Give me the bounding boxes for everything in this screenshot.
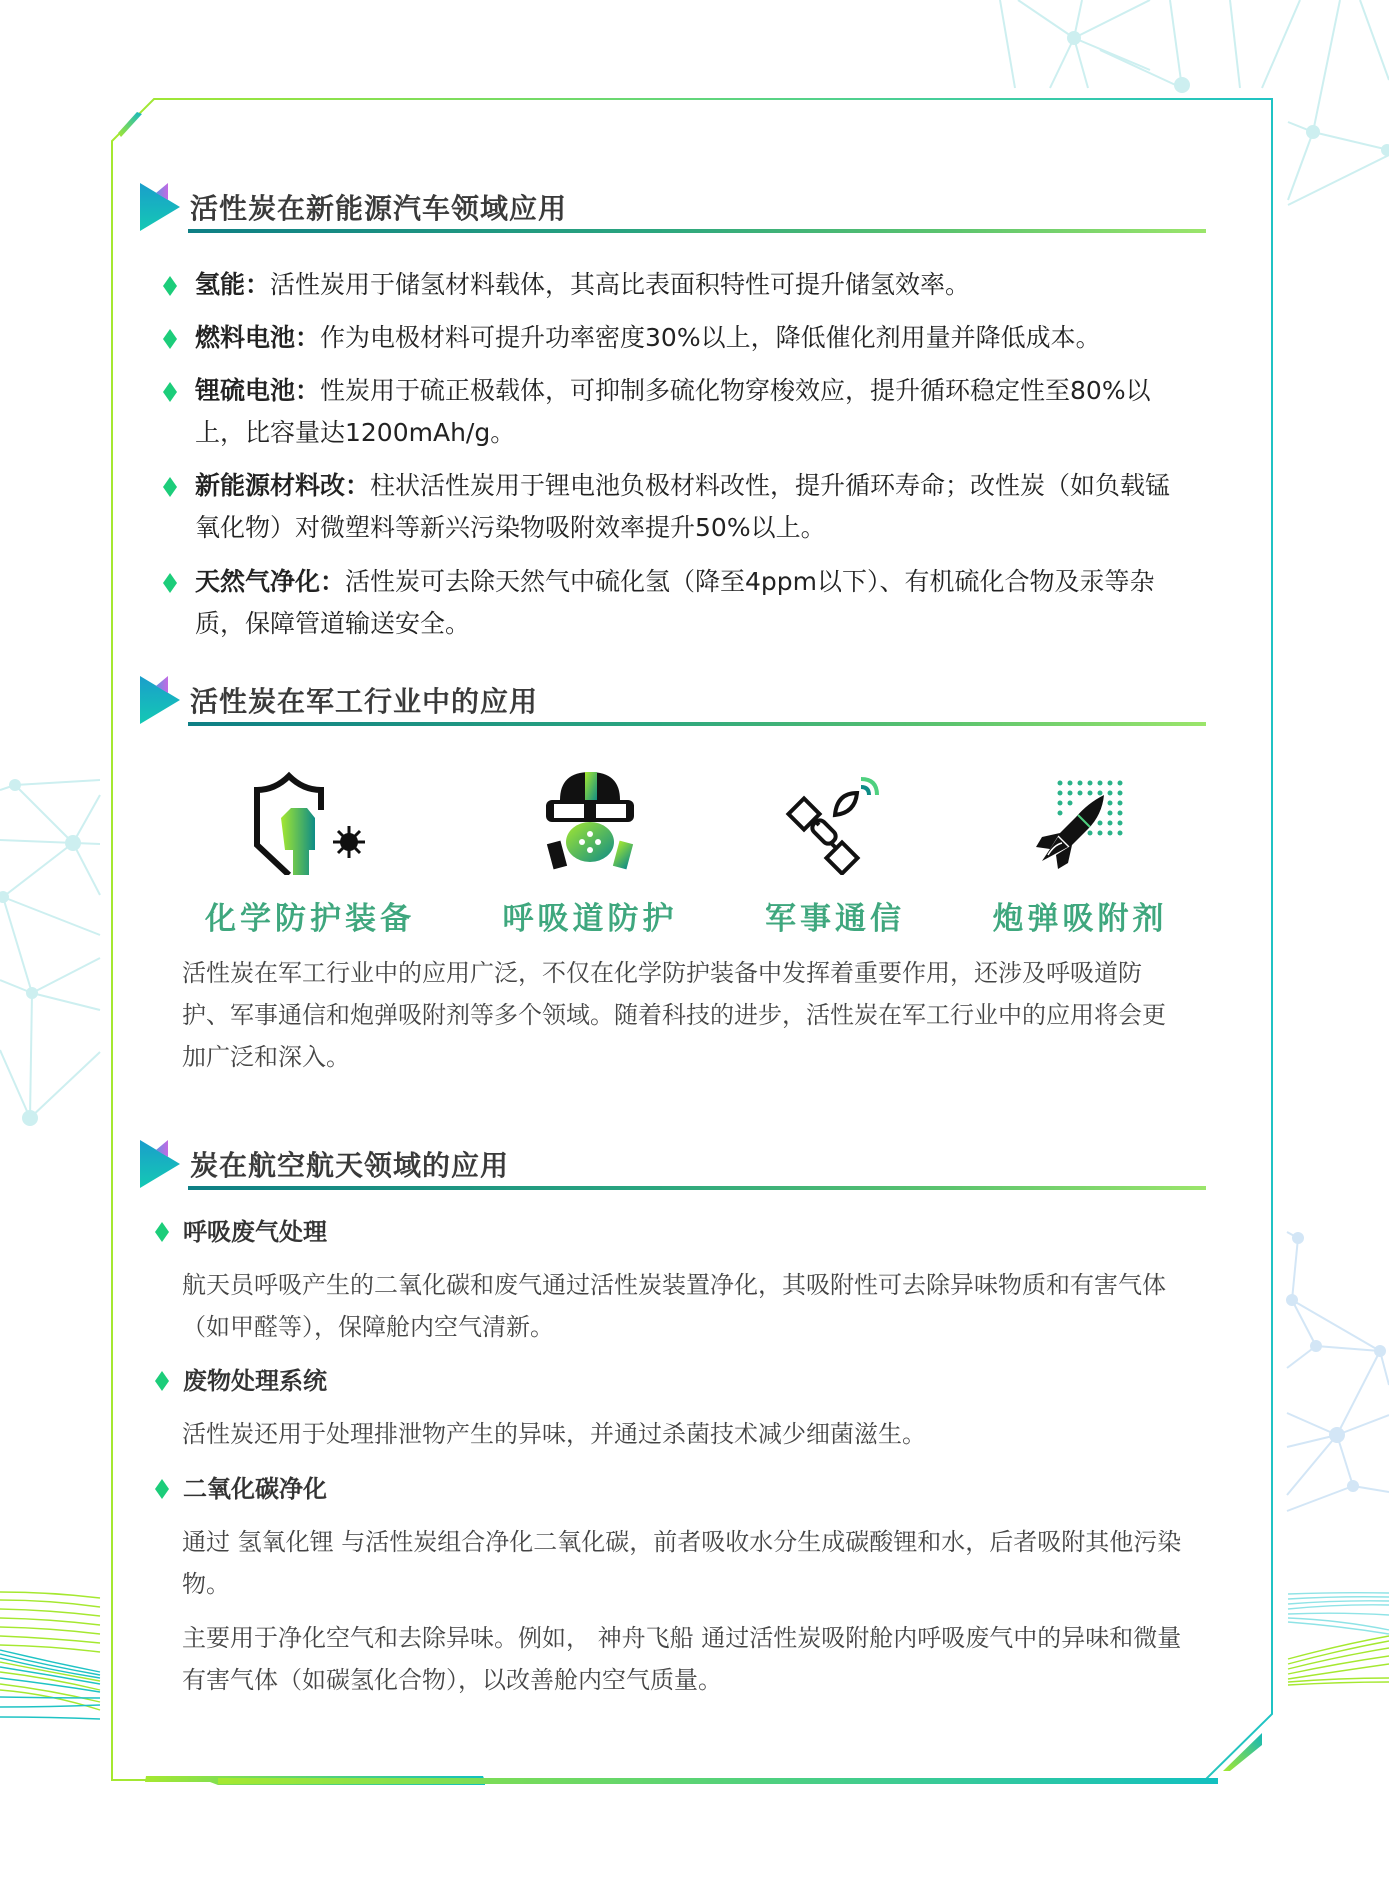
shield-suit-virus-icon bbox=[245, 770, 375, 875]
diamond-bullet-icon bbox=[163, 276, 177, 296]
icon-card-respiratory-protection bbox=[470, 760, 710, 938]
play-triangle-icon bbox=[140, 183, 180, 231]
section-title: 活性炭在军工行业中的应用 bbox=[190, 685, 539, 718]
subheading-text: 呼吸废气处理 bbox=[183, 1218, 327, 1246]
corner-accent-top-left bbox=[118, 112, 142, 137]
bullet-li-s-battery bbox=[163, 370, 1193, 454]
icon-label: 炮弹吸附剂 bbox=[992, 901, 1168, 937]
icon-card-shell-adsorbent bbox=[960, 760, 1200, 938]
bullet-material-modification bbox=[163, 465, 1193, 549]
network-pattern-right bbox=[1287, 1232, 1389, 1511]
bullet-label: 新能源材料改： bbox=[195, 471, 371, 500]
section-header-new-energy bbox=[140, 183, 1210, 233]
diamond-bullet-icon bbox=[163, 477, 177, 497]
co2-purification-paragraph-2: 主要用于净化空气和去除异味。例如， 神舟飞船 通过活性炭吸附舱内呼吸废气中的异味和微量有害气体（如碳氢化合物），以改善舱内空气质量。 bbox=[182, 1624, 1182, 1694]
icon-label: 呼吸道防护 bbox=[502, 901, 678, 937]
play-triangle-icon bbox=[140, 1140, 180, 1188]
subheading-waste-system bbox=[155, 1363, 327, 1399]
diamond-bullet-icon bbox=[163, 382, 177, 402]
play-triangle-icon bbox=[140, 676, 180, 724]
subheading-exhaust-treatment bbox=[155, 1214, 327, 1250]
bullet-text: 活性炭可去除天然气中硫化氢（降至4ppm以下）、有机硫化合物及汞等杂质，保障管道输送安全。 bbox=[195, 567, 1155, 638]
gas-mask-icon bbox=[540, 770, 640, 875]
section-underline bbox=[188, 722, 1206, 726]
diamond-bullet-icon bbox=[155, 1222, 169, 1242]
bullet-text: 性炭用于硫正极载体，可抑制多硫化物穿梭效应，提升循环稳定性至80%以上，比容量达1200mAh/g。 bbox=[195, 376, 1151, 447]
bullet-text: 柱状活性炭用于锂电池负极材料改性，提升循环寿命；改性炭（如负载锰氧化物）对微塑料等新兴污染物吸附效率提升50%以上。 bbox=[195, 471, 1171, 542]
section-header-military bbox=[140, 676, 1210, 726]
exhaust-treatment-paragraph: 航天员呼吸产生的二氧化碳和废气通过活性炭装置净化，其吸附性可去除异味物质和有害气体（如甲醛等），保障舱内空气清新。 bbox=[182, 1271, 1166, 1341]
wave-lines-bottom-right bbox=[1288, 1593, 1389, 1685]
icon-card-chemical-protection bbox=[190, 760, 430, 938]
section-underline bbox=[188, 1186, 1206, 1190]
bullet-text: 作为电极材料可提升功率密度30%以上，降低催化剂用量并降低成本。 bbox=[320, 323, 1101, 352]
section-title: 炭在航空航天领域的应用 bbox=[190, 1149, 510, 1182]
icon-label: 化学防护装备 bbox=[205, 901, 415, 937]
bullet-natural-gas bbox=[163, 561, 1193, 645]
waste-system-paragraph: 活性炭还用于处理排泄物产生的异味，并通过杀菌技术减少细菌滋生。 bbox=[182, 1420, 926, 1448]
bullet-hydrogen bbox=[163, 264, 1193, 306]
missile-icon bbox=[1030, 775, 1130, 875]
bullet-label: 燃料电池： bbox=[195, 323, 321, 352]
bullet-text: 活性炭用于储氢材料载体，其高比表面积特性可提升储氢效率。 bbox=[270, 270, 971, 299]
diamond-bullet-icon bbox=[163, 329, 177, 349]
network-pattern-top-right bbox=[1000, 0, 1389, 205]
bullet-label: 天然气净化： bbox=[195, 567, 346, 596]
subheading-text: 二氧化碳净化 bbox=[183, 1475, 327, 1503]
icon-label: 军事通信 bbox=[765, 901, 905, 937]
bullet-label: 氢能： bbox=[195, 270, 271, 299]
bullet-label: 锂硫电池： bbox=[195, 376, 321, 405]
network-pattern-left bbox=[0, 780, 100, 1125]
co2-purification-paragraph-1: 通过 氢氧化锂 与活性炭组合净化二氧化碳，前者吸收水分生成碳酸锂和水，后者吸附其他污染物。 bbox=[182, 1528, 1182, 1598]
diamond-bullet-icon bbox=[155, 1479, 169, 1499]
subheading-text: 废物处理系统 bbox=[183, 1367, 327, 1395]
satellite-icon bbox=[785, 775, 885, 875]
diamond-bullet-icon bbox=[155, 1371, 169, 1391]
section-underline bbox=[188, 229, 1206, 233]
section-title: 活性炭在新能源汽车领域应用 bbox=[190, 192, 568, 225]
diamond-bullet-icon bbox=[163, 573, 177, 593]
icon-card-military-communication bbox=[715, 760, 955, 938]
section-header-aerospace bbox=[140, 1140, 1210, 1190]
military-paragraph: 活性炭在军工行业中的应用广泛，不仅在化学防护装备中发挥着重要作用，还涉及呼吸道防护、军事通信和炮弹吸附剂等多个领域。随着科技的进步，活性炭在军工行业中的应用将会更加广泛和深入。 bbox=[182, 959, 1166, 1071]
subheading-co2-purification bbox=[155, 1471, 327, 1507]
wave-lines-bottom-left bbox=[0, 1592, 100, 1719]
corner-accent-bottom-right bbox=[1223, 1733, 1262, 1771]
bullet-fuel-cell bbox=[163, 317, 1193, 359]
